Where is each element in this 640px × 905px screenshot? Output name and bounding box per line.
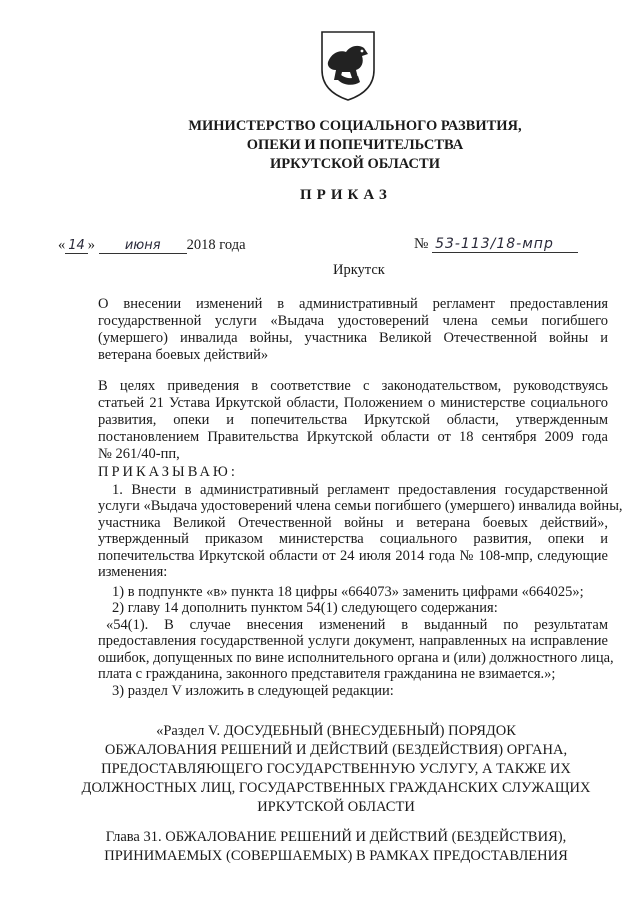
ministry-header <box>160 117 550 174</box>
order-title: ПРИКАЗ <box>300 187 392 203</box>
order-subject <box>98 296 608 364</box>
irkutsk-coat-of-arms-icon <box>318 28 378 102</box>
subitem-3-block <box>98 683 608 699</box>
subject-line: ветерана боевых действий» <box>98 347 269 363</box>
order-date: « 14 » июня 2018 года <box>58 237 246 253</box>
item-line: услуги «Выдача удостоверений члена семьи погибшего (умершего) инвалида войны, <box>98 498 623 515</box>
section-line: «Раздел V. ДОСУДЕБНЫЙ (ВНЕСУДЕБНЫЙ) ПОРЯДОК <box>156 723 516 739</box>
quote-line: предоставления государственной услуги документ, направленных на исправление <box>98 633 608 650</box>
city: Иркутск <box>333 262 385 278</box>
section-line: ИРКУТСКОЙ ОБЛАСТИ <box>257 799 415 815</box>
section-v-heading <box>62 722 610 817</box>
subitem-2: 2) главу 14 дополнить пунктом 54(1) следующего содержания: <box>112 600 498 617</box>
date-month: июня <box>99 238 187 254</box>
preamble <box>98 378 608 463</box>
item-line: изменения: <box>98 564 168 581</box>
number-value: 53-113/18-мпр <box>432 236 578 253</box>
item-line: утвержденный приказом министерства социального развития, опеки и <box>98 531 608 548</box>
item-1 <box>98 482 623 581</box>
item-line: попечительства Иркутской области от 24 июля 2014 года № 108-мпр, следующие <box>98 547 608 564</box>
preamble-line: № 261/40-пп, <box>98 446 180 462</box>
section-line: ОБЖАЛОВАНИЯ РЕШЕНИЙ И ДЕЙСТВИЙ (БЕЗДЕЙСТВИЯ) ОРГАНА, <box>104 742 568 758</box>
number-sign: № <box>414 236 429 252</box>
header-line: ОПЕКИ И ПОПЕЧИТЕЛЬСТВА <box>246 137 464 153</box>
section-line: ДОЛЖНОСТНЫХ ЛИЦ, ГОСУДАРСТВЕННЫХ ГРАЖДАНСКИХ СЛУЖАЩИХ <box>81 780 591 796</box>
prikazyvayu-heading: ПРИКАЗЫВАЮ: <box>98 464 238 480</box>
subitem-3: 3) раздел V изложить в следующей редакции: <box>112 683 394 699</box>
subitem-1: 1) в подпункте «в» пункта 18 цифры «664073» заменить цифрами «664025»; <box>112 584 584 600</box>
header-line: МИНИСТЕРСТВО СОЦИАЛЬНОГО РАЗВИТИЯ, <box>188 118 522 134</box>
chapter-line: ПРИНИМАЕМЫХ (СОВЕРШАЕМЫХ) В РАМКАХ ПРЕДОСТАВЛЕНИЯ <box>104 848 568 864</box>
item-line: участника Великой Отечественной войны и ветерана боевых действий», <box>98 514 608 531</box>
chapter-31-heading <box>62 828 610 866</box>
date-day: 14 <box>65 238 88 254</box>
order-number <box>414 236 578 253</box>
subject-line: О внесении изменений в административный регламент предоставления <box>98 296 608 312</box>
header-line: ИРКУТСКОЙ ОБЛАСТИ <box>270 156 440 172</box>
preamble-line: развития, опеки и попечительства Иркутской области, утвержденным <box>98 412 608 428</box>
subject-line: государственной услуги «Выдача удостоверений члена семьи погибшего <box>98 313 608 329</box>
section-line: ПРЕДОСТАВЛЯЮЩЕГО ГОСУДАРСТВЕННУЮ УСЛУГУ, А ТАКЖЕ ИХ <box>101 761 571 777</box>
preamble-line: постановлением Правительства Иркутской области от 18 сентября 2009 года <box>98 429 608 445</box>
item-line: 1. Внести в административный регламент предоставления государственной <box>112 482 608 498</box>
preamble-line: статьей 21 Устава Иркутской области, Положением о министерстве социального <box>98 395 608 411</box>
subitems <box>98 584 608 617</box>
preamble-line: В целях приведения в соответствие с законодательством, руководствуясь <box>98 378 608 394</box>
date-year: 2018 года <box>186 237 246 253</box>
quote-line: ошибок, допущенных по вине исполнительного органа и (или) должностного лица, <box>98 649 614 666</box>
quote-line: плата с гражданина, законного представителя гражданина не взимается.»; <box>98 666 556 683</box>
quoted-paragraph <box>98 617 614 683</box>
chapter-line: Глава 31. ОБЖАЛОВАНИЕ РЕШЕНИЙ И ДЕЙСТВИЙ (БЕЗДЕЙСТВИЯ), <box>105 829 567 845</box>
subject-line: (умершего) инвалида войны, участника Великой Отечественной войны и <box>98 330 608 346</box>
quote-line: «54(1). В случае внесения изменений в выданный по результатам <box>106 617 608 633</box>
